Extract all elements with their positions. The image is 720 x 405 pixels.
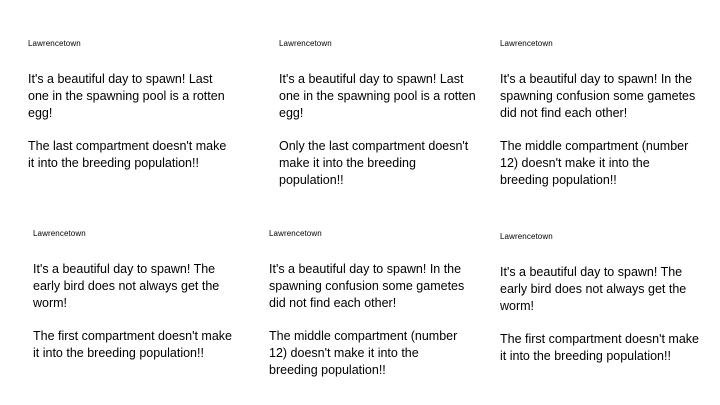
card-paragraph-2: The middle compartment (number 12) doesn't make it into the breeding population!! [500, 139, 689, 187]
card-title: Lawrencetown [28, 39, 81, 48]
card-6 [500, 232, 700, 365]
card-paragraph-1: It's a beautiful day to spawn! Last one in the spawning pool is a rotten egg! [28, 72, 225, 120]
card-1 [28, 39, 228, 172]
card-paragraph-1: It's a beautiful day to spawn! The early bird does not always get the worm! [33, 262, 220, 310]
card-paragraph-2: The first compartment doesn't make it into the breeding population!! [500, 332, 699, 363]
card-paragraph-2: The first compartment doesn't make it into the breeding population!! [33, 329, 232, 360]
card-4 [33, 229, 233, 362]
card-paragraph-1: It's a beautiful day to spawn! The early bird does not always get the worm! [500, 265, 687, 313]
card-5 [269, 229, 469, 379]
card-paragraph-1: It's a beautiful day to spawn! In the spawning confusion some gametes did not find each other! [500, 72, 696, 120]
card-title: Lawrencetown [279, 39, 332, 48]
card-paragraph-2: The last compartment doesn't make it into the breeding population!! [28, 139, 227, 170]
card-title: Lawrencetown [33, 229, 86, 238]
card-2 [279, 39, 479, 189]
card-title: Lawrencetown [500, 232, 553, 241]
card-title: Lawrencetown [269, 229, 322, 238]
card-3 [500, 39, 700, 189]
card-title: Lawrencetown [500, 39, 553, 48]
card-paragraph-1: It's a beautiful day to spawn! In the spawning confusion some gametes did not find each other! [269, 262, 465, 310]
card-paragraph-1: It's a beautiful day to spawn! Last one in the spawning pool is a rotten egg! [279, 72, 476, 120]
card-paragraph-2: The middle compartment (number 12) doesn't make it into the breeding population!! [269, 329, 458, 377]
card-paragraph-2: Only the last compartment doesn't make it into the breeding population!! [279, 139, 469, 187]
